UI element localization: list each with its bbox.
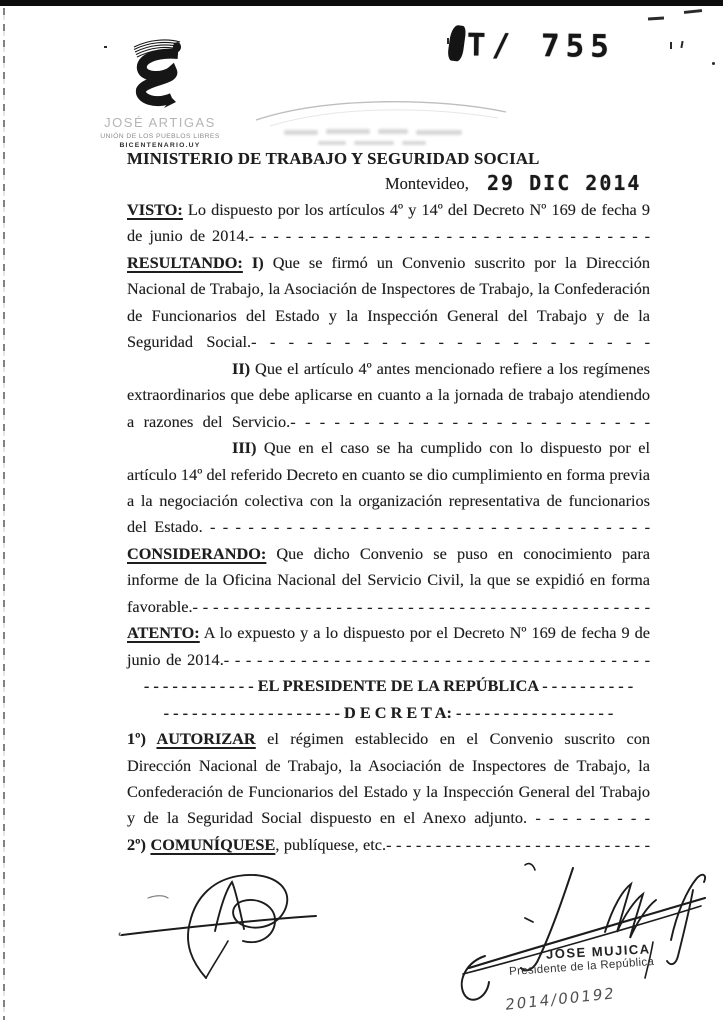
scan-artifact	[684, 9, 702, 14]
presidente-line: - - - - - - - - - - - - EL PRESIDENTE DE LA REPÚBLICA - - - - - - - - - -	[143, 676, 634, 696]
paragraph-resultando	[127, 250, 650, 356]
stamp-number-text: T/ 755	[466, 27, 616, 65]
art1-text: el régimen establecido en el Convenio suscrito con Dirección Nacional de Trabajo, la Asociación de Inspectores de Trabajo, la Confederación de Funcionarios del Estado y la Inspección General del Trabajo y de la Seguridad Social dispuesto en el Anexo adjunto. - - - - - - - - -	[127, 729, 650, 828]
logo-name: JOSÉ ARTIGAS	[104, 115, 216, 130]
scan-artifact	[648, 16, 664, 20]
logo-subtitle: UNIÓN DE LOS PUEBLOS LIBRES	[100, 133, 220, 140]
considerando-text: Que dicho Convenio se puso en conocimiento para informe de la Oficina Nacional del Servicio Civil, la que se expidió en forma favorable.- - - - - - - - - - - - - - - - - - - - - - - - - - - - - - - - - - - - - - - - - - - - -	[127, 543, 650, 616]
stamp-number	[450, 19, 615, 65]
scan-left-line	[3, 8, 5, 1020]
art2-text: , publíquese, etc.- - - - - - - - - - - - - - - - - - - - - - - - - - -	[275, 834, 650, 854]
date-stamp: 29 DIC 2014	[487, 171, 642, 195]
handwritten-file-number: 2014/00192	[504, 984, 617, 1014]
paragraph-articulo-1	[127, 726, 650, 832]
art1-numeral: 1º)	[127, 729, 157, 749]
city-label: Montevideo,	[385, 174, 469, 193]
logo-site: BICENTENARIO.UY	[119, 142, 201, 149]
paragraph-considerando	[127, 541, 650, 620]
scan-edge-bar	[0, 0, 723, 6]
decreta-line: - - - - - - - - - - - - - - - - - - - D E C R E T A: - - - - - - - - - - - - - - - - -	[163, 702, 614, 722]
paragraph-visto	[127, 197, 650, 250]
atento-label: ATENTO:	[127, 623, 200, 643]
iii-text: Que en el caso se ha cumplido con lo dispuesto por el artículo 14º del referido Decreto en cuanto se dio cumplimiento en forma previa a la negociación colectiva con la organización representativa de funcionarios del Estado. - - - - - - - - - - - - - - - - - - - - - - - - - - - - - - - - - - -	[127, 438, 650, 537]
faint-stamp	[248, 88, 514, 154]
iii-numeral: III)	[232, 438, 257, 458]
ink-blob	[447, 24, 467, 62]
artigas-logo-block	[92, 34, 228, 149]
resultando-numeral: I)	[242, 252, 264, 272]
art1-label: AUTORIZAR	[156, 729, 256, 749]
president-name: JOSE MUJICA	[545, 941, 651, 962]
art2-label: COMUNÍQUESE	[150, 834, 276, 854]
resultando-label: RESULTANDO:	[127, 252, 243, 272]
visto-text: Lo dispuesto por los artículos 4º y 14º del Decreto Nº 169 de fecha 9 de junio de 2014.- - - - - - - - - - - - - - - - - - - - - - - - - - - - - - - - -	[127, 200, 650, 246]
document-body	[127, 197, 650, 858]
scan-artifact	[712, 62, 715, 65]
ii-text: Que el artículo 4º antes mencionado refiere a los regímenes extraordinarios que debe aplicarse en cuanto a la jornada de trabajo atendiendo a razones del Servicio.- - - - - - - - - - - - - - - - - - - - - - - - -	[127, 358, 650, 431]
visto-label: VISTO:	[127, 200, 183, 219]
paragraph-resultando-ii	[127, 356, 650, 435]
president-signature	[455, 848, 723, 1008]
president-title: Presidente de la República	[508, 955, 655, 979]
art2-numeral: 2º)	[127, 834, 151, 854]
scan-artifact	[680, 41, 683, 48]
paragraph-atento	[127, 620, 650, 673]
left-signature	[118, 858, 358, 983]
ii-numeral: II)	[232, 358, 251, 378]
scan-artifact	[670, 42, 672, 49]
considerando-label: CONSIDERANDO:	[127, 543, 267, 563]
resultando-text: Que se firmó un Convenio suscrito por la Dirección Nacional de Trabajo, la Asociación de Inspectores de Trabajo, la Confederación de Funcionarios del Estado y la Inspección General del Trabajo y de la Seguridad Social.- - - - - - - - - - - - - - - - - - - - - -	[127, 252, 651, 352]
ministry-title: MINISTERIO DE TRABAJO Y SEGURIDAD SOCIAL	[127, 149, 540, 168]
atento-text: A lo expuesto y a lo dispuesto por el Decreto Nº 169 de fecha 9 de junio de 2014.- - - - - - - - - - - - - - - - - - - - - - - - - - - - - - - - - - - - - - -	[127, 623, 650, 669]
artigas-ribbon-icon	[128, 34, 192, 108]
paragraph-resultando-iii	[127, 435, 650, 541]
